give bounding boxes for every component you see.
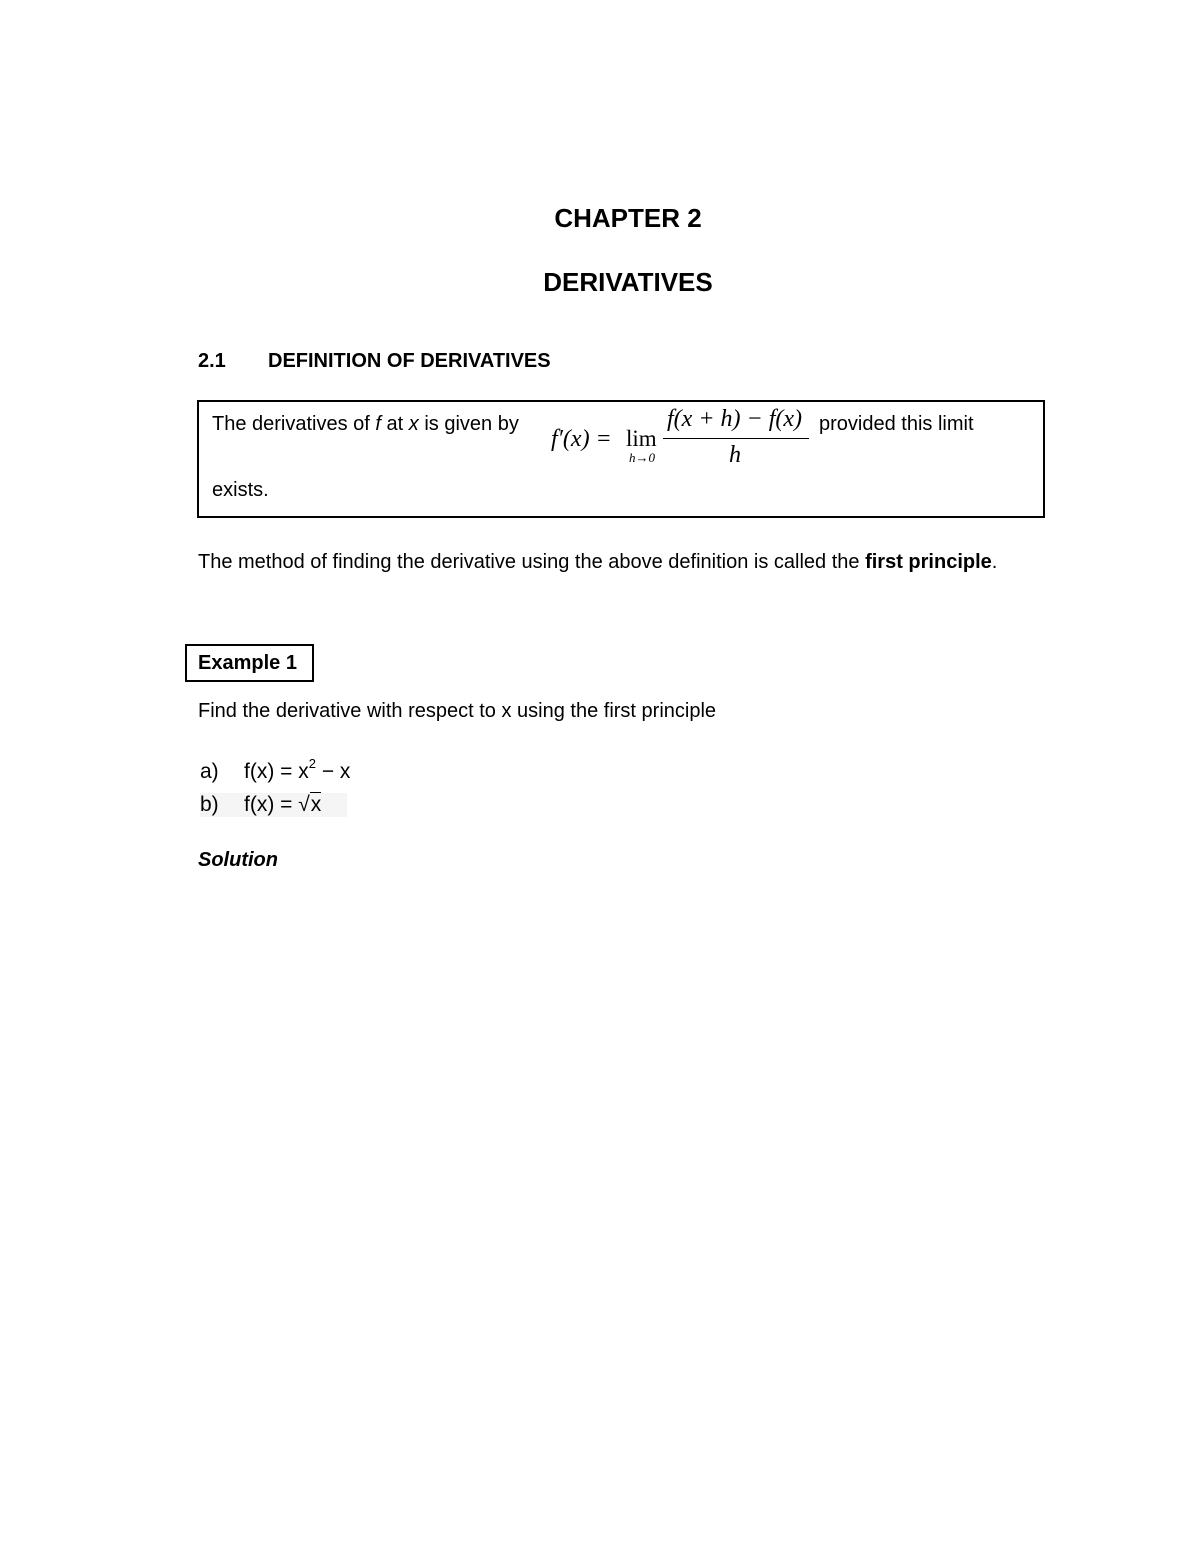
solution-label: Solution — [198, 849, 278, 871]
chapter-title: CHAPTER 2 — [554, 203, 702, 233]
example-label: Example 1 — [185, 644, 314, 682]
section-heading — [198, 350, 551, 373]
section-number: 2.1 — [198, 350, 226, 372]
example-instruction: Find the derivative with respect to x using the first principle — [198, 700, 717, 722]
formula-limit-subscript: h→0 — [629, 450, 655, 465]
problem-a: a) $f(x) = x^2 - x$ — [200, 756, 351, 783]
fraction-bar — [663, 438, 809, 439]
section-title: DEFINITION OF DERIVATIVES — [268, 350, 551, 372]
definition-lead: The derivatives of f at x is given by — [212, 413, 519, 435]
definition-trail: provided this limit — [819, 413, 974, 435]
first-principle-term: first principle — [865, 551, 992, 573]
formula-lhs: f′(x) = — [551, 426, 612, 452]
formula-denominator: h — [729, 442, 741, 468]
derivative-formula — [551, 404, 813, 470]
definition-continuation: exists. — [212, 479, 269, 501]
formula-numerator: f(x + h) − f(x) — [667, 406, 802, 432]
method-paragraph: The method of finding the derivative using the above definition is called the first principle. — [198, 551, 998, 573]
problem-b: b) f(x) = √x — [200, 793, 347, 817]
definition-box — [197, 400, 1045, 518]
chapter-subtitle: DERIVATIVES — [543, 267, 713, 297]
formula-limit: lim — [626, 426, 657, 451]
